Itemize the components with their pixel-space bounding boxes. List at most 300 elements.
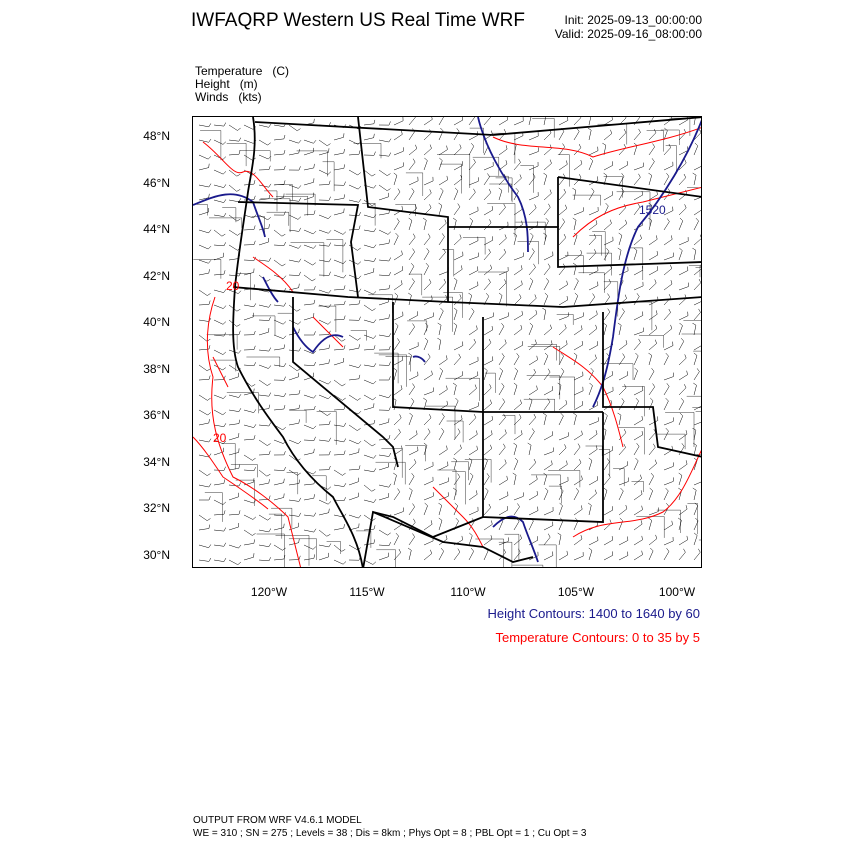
wind-barb [334,349,344,350]
wind-barb-flag [237,233,240,235]
wind-barb [484,524,492,530]
wind-barb-flag [329,243,331,247]
wind-barb-flag [607,294,609,297]
wind-barb-flag [299,348,301,352]
wind-barb-flag [389,153,391,157]
wind-barb-flag [314,362,316,366]
wind-barb-flag [328,322,331,325]
wind-barb [454,191,458,200]
wind-barb-flag [442,413,444,416]
wind-barb-flag [636,398,639,401]
wind-barb-flag [223,142,226,145]
wind-barb [439,520,442,530]
wind-barb [244,272,254,275]
wind-barb [484,210,493,215]
wind-barb [634,356,638,365]
wind-barb [694,301,702,305]
wind-barb [619,250,621,260]
wind-barb [589,329,597,335]
county-border [532,118,554,137]
wind-barb [559,120,568,125]
wind-barb-flag [239,150,240,154]
wind-barb-flag [611,130,612,134]
wind-barb [259,545,269,547]
wind-barb [349,304,359,305]
wind-barb-flag [507,117,508,120]
wind-barb-flag [314,164,315,168]
wind-barb [379,302,389,305]
wind-barb [214,483,224,485]
wind-barb-flag [490,400,491,404]
wind-barb [364,230,374,232]
county-border [193,259,221,278]
wind-barb-flag [284,211,286,215]
county-border [405,446,425,462]
wind-barb-flag [537,356,538,360]
wind-barb-flag [490,445,491,449]
wind-barb [214,257,224,260]
wind-barb-flag [359,212,361,216]
wind-barb [649,255,658,260]
wind-barb [529,401,532,411]
wind-barb-flag [208,413,211,416]
wind-barb [649,476,654,485]
wind-barb-flag [299,272,301,276]
wind-barb-flag [445,220,447,224]
wind-barb-flag [389,346,390,350]
wind-barb [469,181,478,185]
wind-barb-flag [284,479,285,483]
wind-barb [589,286,598,290]
wind-barb-flag [344,301,345,305]
wind-barb [274,125,284,127]
wind-barb-flag [702,206,703,210]
wind-barb-flag [459,354,461,358]
county-border [619,428,645,455]
wind-barb-flag [505,340,506,344]
wind-barb [229,497,239,500]
wind-barb [304,498,314,500]
temperature-contours [193,127,702,568]
wind-barb-flag [374,345,375,349]
height-contour-label: 1520 [639,203,666,217]
wind-barb-flag [573,263,576,265]
wind-barb-flag [624,129,626,133]
wind-barb-flag [344,524,345,528]
wind-barb-flag [447,446,448,450]
wind-barb-flag [440,368,443,371]
wind-barb [454,358,461,366]
wind-barb [649,220,652,230]
wind-barb-flag [389,258,391,262]
wind-barb-flag [491,521,492,525]
wind-barb-flag [581,160,582,164]
wind-barb [559,416,563,425]
wind-barb [544,296,548,305]
wind-barb-flag [409,218,412,220]
wind-barb [544,415,546,425]
wind-barb [469,461,472,471]
wind-barb [514,371,518,380]
wind-barb-flag [582,341,583,345]
wind-barb [679,316,688,320]
wind-barb-flag [389,314,390,318]
wind-barb-flag [458,549,460,552]
wind-barb-flag [284,180,285,184]
wind-barb [649,344,657,351]
county-border [475,539,503,568]
wind-barb-flag [209,184,211,187]
wind-barb-flag [657,251,658,255]
wind-barb-flag [344,345,345,349]
wind-barb [379,545,389,546]
wind-barb [439,482,448,486]
wind-barb [394,316,403,320]
wind-barb-flag [299,259,301,262]
wind-barb [574,415,576,425]
wind-barb [244,317,254,320]
wind-barb-flag [342,473,345,475]
wind-barb [619,312,625,320]
wind-barb [274,154,284,155]
wind-barb-flag [655,460,656,464]
wind-barb-flag [284,524,285,528]
wind-barb [379,260,389,261]
wind-barb [664,421,673,425]
wind-barb-flag [552,386,553,390]
wind-barb [589,505,591,515]
wind-barb [394,284,402,290]
wind-barb [649,387,655,395]
wind-barb [634,540,643,545]
wind-barb [514,356,519,365]
wind-barb-flag [399,429,401,433]
wind-barb [274,305,284,306]
wind-barb-flag [222,234,225,236]
county-border [297,151,328,177]
wind-barb [394,342,400,350]
wind-barb-flag [344,164,345,168]
wind-barb [544,207,550,215]
wind-barb [319,557,329,560]
wind-barb [229,437,239,440]
wind-barb-flag [458,474,460,477]
wind-barb-flag [637,293,639,296]
wind-barb-flag [653,384,655,387]
wind-barb-flag [359,289,361,292]
wind-barb-flag [413,504,415,507]
wind-barb-flag [389,121,391,125]
wind-barb-flag [428,429,430,433]
wind-barb [679,375,688,380]
wind-barb-flag [439,158,442,161]
wind-barb-flag [429,279,431,283]
field-name: Winds [195,90,229,104]
wind-barb [499,238,506,245]
wind-barb-flag [624,144,626,148]
wind-barb-flag [635,368,638,371]
wind-barb-flag [267,279,271,281]
wind-barb-flag [329,259,331,262]
wind-barb [214,320,223,324]
wind-barb [634,195,643,200]
wind-barb-flag [237,128,240,130]
wind-barb-flag [298,217,301,220]
wind-barb [334,560,343,564]
state-border [393,302,603,412]
wind-barb-flag [609,279,611,283]
wind-barb [574,391,583,395]
wind-barb [469,361,478,365]
wind-barb [334,454,344,455]
wind-barb [364,320,374,323]
wind-barb-flag [408,548,411,550]
wind-barb-flag [432,296,433,300]
wind-barb [694,166,702,171]
wind-barb-flag [389,239,390,243]
wind-barb [514,496,523,500]
wind-barb [589,297,595,305]
wind-barb [409,252,415,260]
wind-barb-flag [344,243,346,247]
wind-barb-flag [548,264,550,267]
wind-barb-flag [344,451,345,455]
county-border [558,155,570,187]
wind-barb [334,485,344,487]
wind-barb-flag [299,539,300,543]
wind-barb-flag [650,548,653,551]
wind-barb [484,240,493,245]
wind-barb-flag [374,363,376,366]
wind-barb [304,365,314,366]
wind-barb [514,345,523,350]
wind-barb-flag [456,518,459,521]
wind-barb-flag [546,278,549,281]
wind-barb [634,446,639,455]
wind-barb-flag [618,323,621,325]
wind-barb [454,346,463,351]
wind-barb-flag [519,159,521,163]
county-border [548,471,580,488]
wind-barb-flag [637,443,640,446]
wind-barb [694,385,697,395]
wind-barb-flag [653,144,655,147]
wind-barb-flag [604,413,607,416]
wind-barb-flag [543,413,546,415]
wind-barb-flag [389,435,390,439]
wind-barb [559,404,567,410]
wind-barb [304,304,314,305]
wind-barb [664,148,671,155]
wind-barb [409,191,414,200]
wind-barb [199,304,209,305]
wind-barb [229,424,239,425]
county-border [520,166,533,193]
wind-barb [199,470,207,476]
wind-barb [484,193,491,200]
wind-barb [559,521,563,530]
wind-barb-flag [501,323,504,326]
temperature-contour-line [253,257,343,347]
wind-barb [589,493,597,500]
wind-barb-flag [269,304,271,307]
wind-barb [529,314,537,320]
wind-barb-flag [409,488,412,491]
wind-barb [199,485,209,487]
wind-barb [214,500,223,505]
wind-barb-flag [224,467,226,471]
wind-barb-flag [625,295,626,299]
wind-barb [634,371,638,380]
wind-barb-flag [284,242,286,246]
wind-barb [454,179,462,185]
wind-barb-flag [343,261,346,264]
county-border [573,195,601,205]
wind-barb [469,434,477,440]
wind-barb [274,139,284,140]
wind-barb-flag [299,228,301,232]
wind-barb-flag [374,420,375,424]
wind-barb-flag [329,345,330,349]
wind-barb [349,200,359,202]
wind-barb [649,270,658,275]
wind-barb-flag [344,483,346,486]
wind-barb-flag [284,166,285,170]
state-border [233,287,702,307]
wind-barb-flag [224,558,226,562]
wind-barb-flag [624,429,626,433]
wind-barb [544,163,552,170]
wind-barb-flag [299,405,300,409]
wind-barb [334,168,344,170]
wind-barb-flag [209,301,210,305]
wind-barb [424,524,432,530]
temperature-contour-label: 20 [226,279,240,293]
lat-label: 34°N [143,455,170,469]
wind-barb-flag [656,325,657,329]
wind-barb-flag [642,416,643,420]
wind-barb [469,241,478,245]
wind-barb-flag [372,489,375,491]
wind-barb-flag [209,484,211,487]
wind-barb [544,267,550,275]
wind-barb [694,283,701,290]
wind-barb [469,406,478,410]
wind-barb [499,402,505,410]
wind-barb [514,136,523,140]
wind-barb [589,550,592,560]
wind-barb [259,155,268,159]
wind-barb [634,461,638,470]
model-info: OUTPUT FROM WRF V4.6.1 MODEL [193,815,362,826]
wind-barb [529,418,536,426]
county-border [487,204,515,237]
wind-barb [319,500,328,504]
wind-barb [664,257,673,260]
wind-barb [229,185,237,191]
wind-barb [589,253,596,260]
wind-barb-flag [447,401,448,405]
wind-barb-flag [543,233,546,235]
wind-barb [199,290,207,296]
wind-barb [604,510,613,515]
wind-barb-flag [548,204,550,208]
wind-barb-flag [269,166,270,170]
wind-barb-flag [374,258,376,262]
wind-barb-flag [395,323,398,326]
wind-barb-flag [469,533,472,536]
wind-barb-flag [373,562,376,565]
wind-barb [649,420,658,425]
wind-barb-flag [223,322,226,325]
wind-barb-flag [686,505,687,509]
wind-barb-flag [565,205,566,209]
wind-barb-flag [268,518,271,521]
wind-barb-flag [504,414,506,418]
wind-barb-flag [389,395,391,398]
state-border [293,297,398,467]
wind-barb [334,198,344,200]
wind-barb [244,439,254,440]
wind-barb-flag [284,303,286,307]
wind-barb-flag [425,503,428,506]
wind-barb [394,370,397,380]
wind-barb [199,230,209,233]
wind-barb [364,395,373,400]
wind-barb-flag [657,266,658,270]
wind-barb-flag [635,458,638,461]
wind-barb [439,466,448,470]
wind-barb [199,560,209,561]
wind-barb [364,440,372,446]
wind-barb-flag [343,562,346,565]
county-border [326,240,343,273]
wind-barb [199,395,207,400]
wind-barb-flag [299,390,300,394]
wind-barb [364,272,374,275]
wind-barb-flag [298,245,301,248]
wind-barb-flag [374,539,375,543]
wind-barb-flag [589,458,592,460]
wind-barb [634,270,643,275]
wind-barb [199,440,209,442]
wind-barb-flag [626,340,627,344]
height-contour-legend: Height Contours: 1400 to 1640 by 60 [487,606,700,621]
wind-barb-flag [254,435,255,439]
wind-barb [694,175,696,185]
wind-barb-flag [695,143,698,146]
wind-barb [379,422,389,425]
wind-barb-flag [342,339,345,341]
wind-barb-flag [223,412,226,415]
wind-barb [589,421,598,425]
wind-barb [439,431,444,440]
wind-barb-flag [441,308,444,311]
wind-barb-flag [573,218,576,220]
wind-barb [214,530,224,531]
wind-barb [514,235,517,245]
wind-barb-flag [537,491,538,495]
wind-barb-flag [639,174,641,178]
wind-barb [349,395,357,400]
wind-barb [559,506,563,515]
wind-barb [274,230,282,236]
wind-barb-flag [423,218,426,220]
wind-barb [394,418,401,425]
wind-barb [619,208,626,215]
wind-barb-flag [428,234,430,238]
wind-barb [544,372,550,380]
